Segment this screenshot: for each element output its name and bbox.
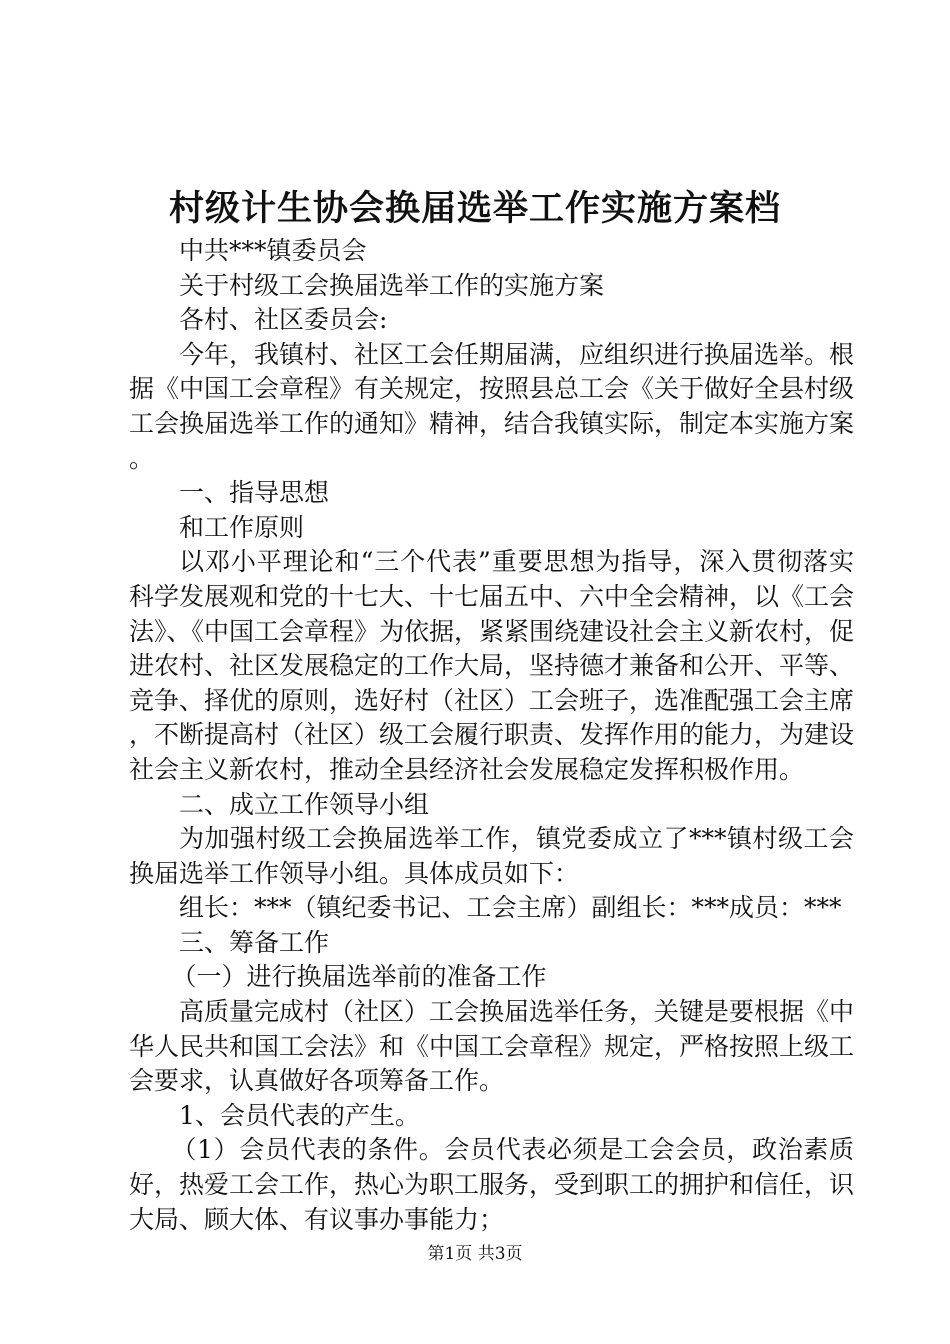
page-number-footer: 第1页 共3页 [427, 1244, 523, 1264]
document-title: 村级计生协会换届选举工作实施方案档 [168, 188, 781, 229]
preparation-paragraph: 高质量完成村（社区）工会换届选举任务，关键是要根据《中华人民共和国工会法》和《中国工会章程》规定，严格按照上级工会要求，认真做好各项筹备工作。 [129, 997, 855, 1096]
document-body [129, 234, 854, 1237]
guiding-principles-paragraph: 以邓小平理论和“三个代表”重要思想为指导，深入贯彻落实科学发展观和党的十七大、十七届五中、六中全会精神，以《工会法》、《中国工会章程》为依据，紧紧围绕建设社会主义新农村，促进农村、社区发展稳定的工作大局，坚持德才兼备和公开、平等、竞争、择优的原则，选好村（社区）工会班子，选准配强工会主席，不断提高村（社区）级工会履行职责、发挥作用的能力，为建设社会主义新农村，推动全县经济社会发展稳定发挥积极作用。 [129, 547, 855, 784]
leadership-group-paragraph: 为加强村级工会换届选举工作，镇党委成立了***镇村级工会换届选举工作领导小组。具体成员如下： [129, 824, 854, 888]
intro-paragraph: 今年，我镇村、社区工会任期届满，应组织进行换届选举。根据《中国工会章程》有关规定，按照县总工会《关于做好全县村级工会换届选举工作的通知》精神，结合我镇实际，制定本实施方案。 [129, 339, 855, 473]
addressee-line: 各村、社区委员会: [179, 305, 388, 335]
group-members-paragraph: 组长：***（镇纪委书记、工会主席）副组长：***成员：*** [179, 893, 842, 923]
subject-line: 关于村级工会换届选举工作的实施方案 [179, 270, 605, 300]
representative-conditions-paragraph: （1）会员代表的条件。会员代表必须是工会会员，政治素质好，热爱工会工作，热心为职工服务，受到职工的拥护和信任，识大局、顾大体、有议事办事能力； [129, 1135, 855, 1234]
issuer-line: 中共***镇委员会 [179, 236, 367, 265]
section-heading-2: 二、成立工作领导小组 [179, 789, 430, 819]
subsection-heading-1: （一）进行换届选举前的准备工作 [171, 962, 547, 992]
section-heading-1: 一、指导思想 [179, 478, 330, 508]
section-heading-3: 三、筹备工作 [179, 927, 330, 957]
item-heading-1: 1、会员代表的产生。 [179, 1100, 420, 1130]
section-heading-1-continued: 和工作原则 [179, 512, 305, 542]
